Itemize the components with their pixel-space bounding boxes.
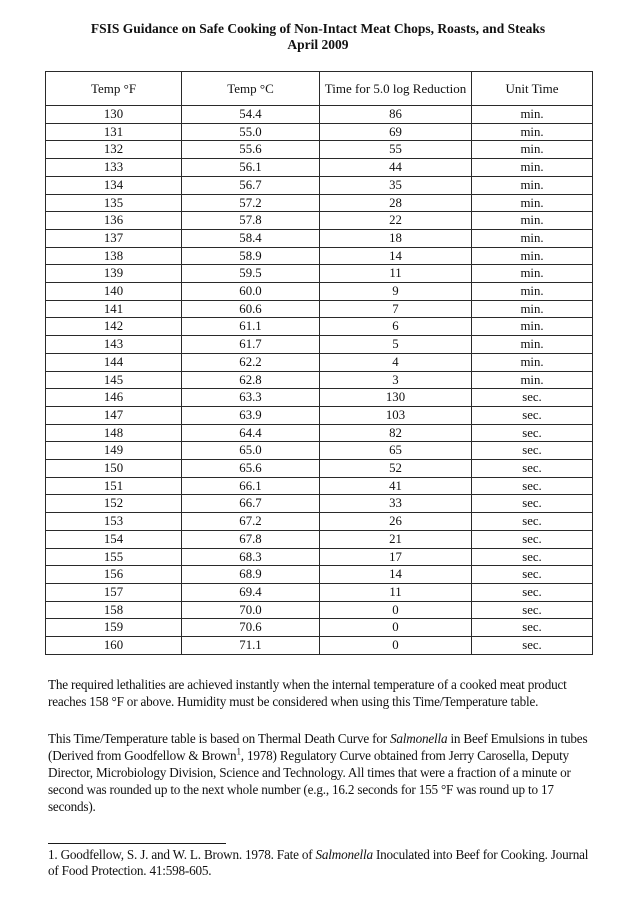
table-cell: 41 [320,477,472,495]
table-cell: 70.0 [182,601,320,619]
table-cell: sec. [472,513,593,531]
table-cell: 5 [320,336,472,354]
text-segment: Inoculated into Beef for Cooking. Journal of Food Protection. 41:598-605. [48,846,589,879]
table-cell: 57.8 [182,212,320,230]
table-cell: 58.4 [182,229,320,247]
column-header-temp-c: Temp °C [182,72,320,106]
table-cell: 55.0 [182,123,320,141]
table-cell: 11 [320,265,472,283]
table-cell: min. [472,336,593,354]
table-cell: 68.9 [182,566,320,584]
table-cell: 68.3 [182,548,320,566]
table-cell: min. [472,247,593,265]
table-cell: 0 [320,637,472,655]
table-row [46,406,593,424]
table-header-row [46,72,593,106]
table-cell: sec. [472,637,593,655]
text-segment: in Beef Emulsions in tubes (Derived from Goodfellow & Brown [48,730,588,763]
table-cell: 14 [320,247,472,265]
table-cell: 66.7 [182,495,320,513]
table-row [46,123,593,141]
table-cell: 130 [320,389,472,407]
table-cell: 60.6 [182,300,320,318]
table-cell: sec. [472,406,593,424]
table-row [46,283,593,301]
table-cell: 64.4 [182,424,320,442]
table-cell: 65 [320,442,472,460]
table-cell: min. [472,176,593,194]
table-row [46,424,593,442]
table-row [46,265,593,283]
table-cell: 63.3 [182,389,320,407]
table-cell: 33 [320,495,472,513]
table-cell: 3 [320,371,472,389]
table-cell: 14 [320,566,472,584]
table-cell: 67.8 [182,530,320,548]
table-cell: 52 [320,460,472,478]
table-cell: 60.0 [182,283,320,301]
table-cell: 55.6 [182,141,320,159]
table-cell: 62.2 [182,353,320,371]
table-cell: sec. [472,619,593,637]
table-cell: sec. [472,495,593,513]
table-cell: 86 [320,106,472,124]
table-row [46,442,593,460]
table-row [46,460,593,478]
table-cell: 59.5 [182,265,320,283]
table-row [46,371,593,389]
table-cell: min. [472,123,593,141]
table-cell: 156 [46,566,182,584]
table-cell: min. [472,371,593,389]
table-cell: 144 [46,353,182,371]
table-row [46,495,593,513]
table-row [46,477,593,495]
table-cell: 148 [46,424,182,442]
table-cell: min. [472,265,593,283]
table-cell: sec. [472,424,593,442]
note-lethality [48,676,598,710]
table-cell: 138 [46,247,182,265]
table-cell: sec. [472,460,593,478]
italic-text: Salmonella [390,730,448,746]
table-row [46,548,593,566]
table-cell: 154 [46,530,182,548]
table-cell: 6 [320,318,472,336]
table-cell: 159 [46,619,182,637]
table-cell: 63.9 [182,406,320,424]
text-segment: This Time/Temperature table is based on Thermal Death Curve for [48,730,391,746]
table-cell: 135 [46,194,182,212]
table-row [46,601,593,619]
table-cell: sec. [472,583,593,601]
document-subtitle: April 2009 [287,36,349,52]
document-title: FSIS Guidance on Safe Cooking of Non-Intact Meat Chops, Roasts, and Steaks [90,21,546,36]
table-cell: min. [472,212,593,230]
table-row [46,318,593,336]
footnote-reference [48,847,598,880]
column-header-temp-f: Temp °F [46,72,182,106]
table-cell: 21 [320,530,472,548]
table-cell: 151 [46,477,182,495]
table-row [46,513,593,531]
column-header-unit-time: Unit Time [472,72,593,106]
table-cell: 155 [46,548,182,566]
table-cell: 70.6 [182,619,320,637]
table-row [46,619,593,637]
table-cell: 141 [46,300,182,318]
table-cell: 146 [46,389,182,407]
table-row [46,566,593,584]
table-cell: 160 [46,637,182,655]
table-cell: 133 [46,159,182,177]
table-cell: 157 [46,583,182,601]
table-cell: 82 [320,424,472,442]
table-cell: min. [472,194,593,212]
text-segment: The required lethalities are achieved instantly when the internal temperature of a cooked meat product reaches 158 °F or above. Humidity must be considered when using this Time/Temperature table. [48,676,567,709]
table-cell: 7 [320,300,472,318]
note-source [48,730,598,815]
table-cell: min. [472,159,593,177]
table-cell: 140 [46,283,182,301]
table-cell: sec. [472,389,593,407]
table-cell: 57.2 [182,194,320,212]
table-row [46,106,593,124]
table-row [46,229,593,247]
table-cell: 44 [320,159,472,177]
text-segment: , 1978) Regulatory Curve obtained from Jerry Carosella, Deputy Director, Microbiology Division, Science and Technology. All times that were a fraction of a minute or second was rounded up to the next whole number (e.g., 16.2 seconds for 155 °F was round up to 17 seconds). [48,747,571,814]
table-row [46,530,593,548]
table-row [46,247,593,265]
table-cell: 147 [46,406,182,424]
table-cell: min. [472,229,593,247]
table-cell: 149 [46,442,182,460]
footnote-separator [48,843,226,844]
table-cell: 61.1 [182,318,320,336]
table-cell: 143 [46,336,182,354]
table-cell: 0 [320,619,472,637]
table-cell: 69.4 [182,583,320,601]
table-cell: 69 [320,123,472,141]
table-cell: sec. [472,477,593,495]
table-cell: 145 [46,371,182,389]
table-cell: 136 [46,212,182,230]
table-cell: 153 [46,513,182,531]
table-cell: min. [472,300,593,318]
table-cell: min. [472,283,593,301]
table-cell: 61.7 [182,336,320,354]
table-cell: min. [472,141,593,159]
table-row [46,583,593,601]
table-cell: 55 [320,141,472,159]
table-cell: 71.1 [182,637,320,655]
table-cell: 152 [46,495,182,513]
table-cell: 130 [46,106,182,124]
table-row [46,194,593,212]
table-cell: 103 [320,406,472,424]
table-cell: 139 [46,265,182,283]
table-cell: 66.1 [182,477,320,495]
table-cell: 54.4 [182,106,320,124]
table-cell: 56.1 [182,159,320,177]
table-cell: 17 [320,548,472,566]
table-row [46,141,593,159]
table-cell: 134 [46,176,182,194]
table-cell: sec. [472,530,593,548]
table-cell: 158 [46,601,182,619]
table-cell: 67.2 [182,513,320,531]
table-row [46,300,593,318]
table-cell: 65.0 [182,442,320,460]
table-cell: sec. [472,548,593,566]
table-cell: min. [472,106,593,124]
table-body [46,106,593,655]
document-header [0,0,636,52]
table-row [46,176,593,194]
table-row [46,353,593,371]
table-cell: 28 [320,194,472,212]
table-cell: 58.9 [182,247,320,265]
table-row [46,159,593,177]
column-header-log-reduction-time: Time for 5.0 log Reduction [320,72,472,106]
table-row [46,212,593,230]
table-cell: 142 [46,318,182,336]
table-row [46,389,593,407]
table-cell: 26 [320,513,472,531]
table-cell: 22 [320,212,472,230]
table-cell: 131 [46,123,182,141]
table-cell: 11 [320,583,472,601]
italic-text: Salmonella [315,846,373,862]
table-cell: 4 [320,353,472,371]
superscript-ref: 1 [236,746,241,757]
table-cell: sec. [472,442,593,460]
table-cell: 0 [320,601,472,619]
table-cell: 132 [46,141,182,159]
table-cell: sec. [472,601,593,619]
table-cell: 35 [320,176,472,194]
text-segment: 1. Goodfellow, S. J. and W. L. Brown. 1978. Fate of [48,846,316,862]
table-cell: 137 [46,229,182,247]
table-cell: 65.6 [182,460,320,478]
table-cell: 150 [46,460,182,478]
time-temperature-table [45,71,593,655]
table-row [46,637,593,655]
table-cell: 56.7 [182,176,320,194]
table-cell: 62.8 [182,371,320,389]
table-row [46,336,593,354]
table-cell: 9 [320,283,472,301]
table-cell: min. [472,318,593,336]
table-cell: 18 [320,229,472,247]
table-cell: min. [472,353,593,371]
table-cell: sec. [472,566,593,584]
